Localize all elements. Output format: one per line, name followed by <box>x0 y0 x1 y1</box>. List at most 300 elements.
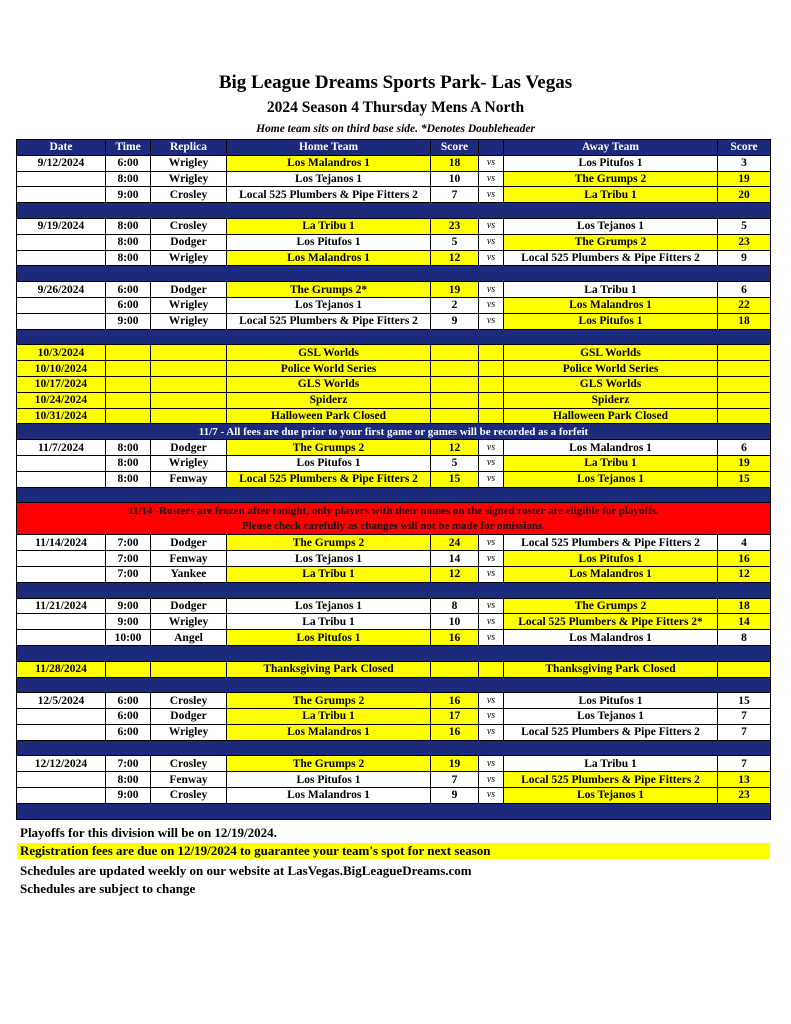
game-time: 9:00 <box>106 313 151 329</box>
home-team: Los Malandros 1 <box>227 250 431 266</box>
home-team: The Grumps 2 <box>227 693 431 709</box>
game-time: 8:00 <box>106 471 151 487</box>
game-time: 8:00 <box>106 218 151 234</box>
event-away-label: Thanksgiving Park Closed <box>504 661 718 677</box>
separator-cell <box>17 329 771 345</box>
event-empty <box>431 345 479 361</box>
game-time: 6:00 <box>106 709 151 725</box>
home-score: 23 <box>431 218 479 234</box>
event-empty <box>106 661 151 677</box>
away-score: 18 <box>718 313 771 329</box>
game-row <box>17 630 771 646</box>
separator-row <box>17 582 771 598</box>
away-score: 7 <box>718 709 771 725</box>
event-empty <box>151 376 227 392</box>
separator-row <box>17 203 771 219</box>
schedule-body <box>17 155 771 819</box>
away-team: Los Pitufos 1 <box>504 551 718 567</box>
game-time: 9:00 <box>106 614 151 630</box>
vs-label: vs <box>479 282 504 298</box>
game-row <box>17 440 771 456</box>
event-row <box>17 361 771 377</box>
home-team: Local 525 Plumbers & Pipe Fitters 2 <box>227 313 431 329</box>
event-home-label: Police World Series <box>227 361 431 377</box>
game-field: Angel <box>151 630 227 646</box>
event-empty <box>479 661 504 677</box>
col-header-away-score: Score <box>718 140 771 156</box>
game-row <box>17 614 771 630</box>
away-team: Los Pitufos 1 <box>504 693 718 709</box>
game-field: Wrigley <box>151 171 227 187</box>
game-time: 7:00 <box>106 551 151 567</box>
away-score: 19 <box>718 171 771 187</box>
page-title: Big League Dreams Sports Park- Las Vegas <box>218 72 573 93</box>
home-team: La Tribu 1 <box>227 709 431 725</box>
home-score: 5 <box>431 234 479 250</box>
away-score: 15 <box>718 471 771 487</box>
game-row <box>17 218 771 234</box>
event-empty <box>718 661 771 677</box>
game-date <box>17 297 106 313</box>
game-time: 7:00 <box>106 535 151 551</box>
away-team: Los Malandros 1 <box>504 566 718 582</box>
event-empty <box>718 408 771 424</box>
away-score: 6 <box>718 282 771 298</box>
game-time: 9:00 <box>106 788 151 804</box>
away-score: 9 <box>718 250 771 266</box>
vs-label: vs <box>479 693 504 709</box>
game-date: 12/12/2024 <box>17 756 106 772</box>
game-time: 6:00 <box>106 693 151 709</box>
home-score: 10 <box>431 614 479 630</box>
away-score: 7 <box>718 724 771 740</box>
home-team: La Tribu 1 <box>227 218 431 234</box>
home-team: Los Pitufos 1 <box>227 234 431 250</box>
game-row <box>17 297 771 313</box>
away-team: La Tribu 1 <box>504 455 718 471</box>
home-team: The Grumps 2 <box>227 535 431 551</box>
game-time: 8:00 <box>106 440 151 456</box>
home-team: Los Tejanos 1 <box>227 297 431 313</box>
game-time: 10:00 <box>106 630 151 646</box>
event-empty <box>106 408 151 424</box>
event-empty <box>479 408 504 424</box>
home-team: Los Tejanos 1 <box>227 598 431 614</box>
event-empty <box>106 345 151 361</box>
schedule-table <box>16 139 771 820</box>
vs-label: vs <box>479 297 504 313</box>
fee-notice-text: 11/7 - All fees are due prior to your first game or games will be recorded as a forfeit <box>17 424 771 440</box>
game-date <box>17 455 106 471</box>
home-team: The Grumps 2 <box>227 440 431 456</box>
event-empty <box>151 345 227 361</box>
game-row <box>17 250 771 266</box>
game-row <box>17 471 771 487</box>
game-time: 7:00 <box>106 756 151 772</box>
vs-label: vs <box>479 250 504 266</box>
game-date: 9/12/2024 <box>17 155 106 171</box>
game-time: 8:00 <box>106 455 151 471</box>
away-score: 20 <box>718 187 771 203</box>
game-row <box>17 566 771 582</box>
game-row <box>17 455 771 471</box>
separator-cell <box>17 203 771 219</box>
vs-label: vs <box>479 187 504 203</box>
home-team: Los Malandros 1 <box>227 724 431 740</box>
home-score: 16 <box>431 630 479 646</box>
registration-note: Registration fees are due on 12/19/2024 to guarantee your team's spot for next season <box>17 843 770 859</box>
game-row <box>17 551 771 567</box>
roster-alert-row <box>17 503 771 535</box>
game-field: Dodger <box>151 440 227 456</box>
event-row <box>17 392 771 408</box>
separator-row <box>17 487 771 503</box>
away-score: 3 <box>718 155 771 171</box>
home-team: Los Malandros 1 <box>227 155 431 171</box>
event-empty <box>151 408 227 424</box>
away-score: 23 <box>718 234 771 250</box>
game-date <box>17 551 106 567</box>
home-score: 9 <box>431 788 479 804</box>
game-date <box>17 630 106 646</box>
home-team: The Grumps 2* <box>227 282 431 298</box>
separator-row <box>17 803 771 819</box>
game-date <box>17 171 106 187</box>
vs-label: vs <box>479 614 504 630</box>
col-header-replica: Replica <box>151 140 227 156</box>
game-row <box>17 282 771 298</box>
game-field: Crosley <box>151 693 227 709</box>
event-row <box>17 345 771 361</box>
event-home-label: Halloween Park Closed <box>227 408 431 424</box>
separator-row <box>17 740 771 756</box>
home-score: 2 <box>431 297 479 313</box>
game-date: 11/21/2024 <box>17 598 106 614</box>
home-team: Los Pitufos 1 <box>227 630 431 646</box>
game-date: 9/19/2024 <box>17 218 106 234</box>
game-field: Fenway <box>151 471 227 487</box>
game-row <box>17 598 771 614</box>
vs-label: vs <box>479 709 504 725</box>
home-team: Los Pitufos 1 <box>227 772 431 788</box>
vs-label: vs <box>479 471 504 487</box>
disclaimer-note: Schedules are subject to change <box>20 881 196 896</box>
game-field: Crosley <box>151 218 227 234</box>
game-row <box>17 788 771 804</box>
game-field: Yankee <box>151 566 227 582</box>
game-field: Crosley <box>151 788 227 804</box>
game-row <box>17 171 771 187</box>
event-empty <box>431 392 479 408</box>
event-empty <box>151 661 227 677</box>
vs-label: vs <box>479 788 504 804</box>
away-team: Los Tejanos 1 <box>504 788 718 804</box>
away-team: Los Pitufos 1 <box>504 155 718 171</box>
game-date <box>17 772 106 788</box>
game-date <box>17 471 106 487</box>
roster-alert-cell <box>17 503 771 535</box>
vs-label: vs <box>479 171 504 187</box>
away-score: 12 <box>718 566 771 582</box>
game-field: Wrigley <box>151 455 227 471</box>
game-date <box>17 614 106 630</box>
game-date <box>17 788 106 804</box>
separator-cell <box>17 740 771 756</box>
away-team: Los Pitufos 1 <box>504 313 718 329</box>
vs-label: vs <box>479 455 504 471</box>
separator-row <box>17 645 771 661</box>
event-empty <box>151 361 227 377</box>
home-score: 24 <box>431 535 479 551</box>
away-team: La Tribu 1 <box>504 282 718 298</box>
game-row <box>17 535 771 551</box>
page-subtitle: 2024 Season 4 Thursday Mens A North <box>266 99 525 116</box>
vs-label: vs <box>479 440 504 456</box>
event-empty <box>718 376 771 392</box>
separator-cell <box>17 677 771 693</box>
home-score: 19 <box>431 282 479 298</box>
away-team: Local 525 Plumbers & Pipe Fitters 2 <box>504 250 718 266</box>
fee-notice-row <box>17 424 771 440</box>
event-empty <box>106 361 151 377</box>
vs-label: vs <box>479 313 504 329</box>
home-score: 15 <box>431 471 479 487</box>
game-field: Wrigley <box>151 297 227 313</box>
game-field: Fenway <box>151 551 227 567</box>
vs-label: vs <box>479 724 504 740</box>
game-date <box>17 250 106 266</box>
event-away-label: GSL Worlds <box>504 345 718 361</box>
event-date: 10/10/2024 <box>17 361 106 377</box>
away-team: Local 525 Plumbers & Pipe Fitters 2 <box>504 724 718 740</box>
away-score: 5 <box>718 218 771 234</box>
col-header-home-score: Score <box>431 140 479 156</box>
away-team: Los Tejanos 1 <box>504 218 718 234</box>
event-empty <box>479 392 504 408</box>
col-header-home-team: Home Team <box>227 140 431 156</box>
separator-cell <box>17 266 771 282</box>
game-time: 8:00 <box>106 171 151 187</box>
game-date <box>17 313 106 329</box>
event-row <box>17 376 771 392</box>
game-row <box>17 155 771 171</box>
away-team: The Grumps 2 <box>504 234 718 250</box>
event-empty <box>718 345 771 361</box>
home-score: 17 <box>431 709 479 725</box>
separator-cell <box>17 645 771 661</box>
home-team: Los Malandros 1 <box>227 788 431 804</box>
event-empty <box>151 392 227 408</box>
event-empty <box>106 376 151 392</box>
event-home-label: GLS Worlds <box>227 376 431 392</box>
event-empty <box>479 361 504 377</box>
away-score: 4 <box>718 535 771 551</box>
event-date: 10/24/2024 <box>17 392 106 408</box>
away-score: 15 <box>718 693 771 709</box>
game-time: 7:00 <box>106 566 151 582</box>
home-score: 5 <box>431 455 479 471</box>
game-date <box>17 566 106 582</box>
away-team: Local 525 Plumbers & Pipe Fitters 2* <box>504 614 718 630</box>
separator-row <box>17 329 771 345</box>
away-score: 23 <box>718 788 771 804</box>
game-row <box>17 724 771 740</box>
game-field: Dodger <box>151 234 227 250</box>
event-date: 10/17/2024 <box>17 376 106 392</box>
home-score: 12 <box>431 440 479 456</box>
game-row <box>17 756 771 772</box>
vs-label: vs <box>479 598 504 614</box>
away-team: Los Malandros 1 <box>504 297 718 313</box>
separator-row <box>17 266 771 282</box>
game-time: 9:00 <box>106 598 151 614</box>
game-date <box>17 724 106 740</box>
event-date: 10/3/2024 <box>17 345 106 361</box>
event-empty <box>718 392 771 408</box>
game-date: 11/7/2024 <box>17 440 106 456</box>
game-time: 6:00 <box>106 724 151 740</box>
home-team: La Tribu 1 <box>227 566 431 582</box>
away-team: Los Malandros 1 <box>504 440 718 456</box>
event-row <box>17 408 771 424</box>
home-score: 14 <box>431 551 479 567</box>
game-time: 8:00 <box>106 772 151 788</box>
home-score: 16 <box>431 724 479 740</box>
away-score: 14 <box>718 614 771 630</box>
event-date: 11/28/2024 <box>17 661 106 677</box>
home-score: 10 <box>431 171 479 187</box>
away-team: Local 525 Plumbers & Pipe Fitters 2 <box>504 772 718 788</box>
game-field: Fenway <box>151 772 227 788</box>
game-row <box>17 693 771 709</box>
away-score: 13 <box>718 772 771 788</box>
away-score: 6 <box>718 440 771 456</box>
home-team: Los Pitufos 1 <box>227 455 431 471</box>
vs-label: vs <box>479 234 504 250</box>
schedule-note: Home team sits on third base side. *Denotes Doubleheader <box>256 123 535 135</box>
game-field: Dodger <box>151 709 227 725</box>
vs-label: vs <box>479 218 504 234</box>
event-empty <box>106 392 151 408</box>
game-date <box>17 187 106 203</box>
home-team: Los Tejanos 1 <box>227 551 431 567</box>
game-time: 6:00 <box>106 282 151 298</box>
game-field: Crosley <box>151 756 227 772</box>
game-field: Dodger <box>151 282 227 298</box>
col-header-date: Date <box>17 140 106 156</box>
game-field: Dodger <box>151 535 227 551</box>
home-team: The Grumps 2 <box>227 756 431 772</box>
event-empty <box>431 361 479 377</box>
game-field: Wrigley <box>151 313 227 329</box>
event-empty <box>431 661 479 677</box>
event-away-label: Spiderz <box>504 392 718 408</box>
home-score: 7 <box>431 187 479 203</box>
game-time: 6:00 <box>106 297 151 313</box>
vs-label: vs <box>479 566 504 582</box>
event-home-label: Spiderz <box>227 392 431 408</box>
roster-alert-line-2: Please check carefully as changes will not be made for omissions. <box>242 519 545 532</box>
event-home-label: GSL Worlds <box>227 345 431 361</box>
event-away-label: Halloween Park Closed <box>504 408 718 424</box>
event-empty <box>431 376 479 392</box>
home-score: 16 <box>431 693 479 709</box>
home-score: 12 <box>431 566 479 582</box>
game-field: Wrigley <box>151 155 227 171</box>
separator-cell <box>17 803 771 819</box>
game-row <box>17 772 771 788</box>
home-team: Local 525 Plumbers & Pipe Fitters 2 <box>227 187 431 203</box>
separator-row <box>17 677 771 693</box>
event-row <box>17 661 771 677</box>
home-score: 7 <box>431 772 479 788</box>
game-date: 9/26/2024 <box>17 282 106 298</box>
vs-label: vs <box>479 756 504 772</box>
away-team: The Grumps 2 <box>504 598 718 614</box>
away-score: 16 <box>718 551 771 567</box>
playoffs-note: Playoffs for this division will be on 12/19/2024. <box>20 825 277 840</box>
away-team: Local 525 Plumbers & Pipe Fitters 2 <box>504 535 718 551</box>
home-score: 9 <box>431 313 479 329</box>
home-score: 12 <box>431 250 479 266</box>
game-time: 6:00 <box>106 155 151 171</box>
away-team: La Tribu 1 <box>504 187 718 203</box>
game-row <box>17 709 771 725</box>
game-time: 8:00 <box>106 234 151 250</box>
separator-cell <box>17 582 771 598</box>
game-date <box>17 709 106 725</box>
game-field: Crosley <box>151 187 227 203</box>
game-field: Wrigley <box>151 724 227 740</box>
game-date: 11/14/2024 <box>17 535 106 551</box>
game-time: 9:00 <box>106 187 151 203</box>
event-away-label: GLS Worlds <box>504 376 718 392</box>
col-header-away-team: Away Team <box>504 140 718 156</box>
home-score: 18 <box>431 155 479 171</box>
game-field: Wrigley <box>151 250 227 266</box>
away-team: Los Tejanos 1 <box>504 709 718 725</box>
game-date: 12/5/2024 <box>17 693 106 709</box>
away-score: 19 <box>718 455 771 471</box>
separator-cell <box>17 487 771 503</box>
game-row <box>17 234 771 250</box>
event-empty <box>431 408 479 424</box>
vs-label: vs <box>479 551 504 567</box>
game-row <box>17 187 771 203</box>
away-team: Los Malandros 1 <box>504 630 718 646</box>
away-team: La Tribu 1 <box>504 756 718 772</box>
vs-label: vs <box>479 535 504 551</box>
col-header-time: Time <box>106 140 151 156</box>
home-score: 19 <box>431 756 479 772</box>
game-field: Wrigley <box>151 614 227 630</box>
vs-label: vs <box>479 772 504 788</box>
home-score: 8 <box>431 598 479 614</box>
home-team: Local 525 Plumbers & Pipe Fitters 2 <box>227 471 431 487</box>
col-header-vs <box>479 140 504 156</box>
home-team: La Tribu 1 <box>227 614 431 630</box>
table-header-row <box>17 140 771 156</box>
away-score: 22 <box>718 297 771 313</box>
vs-label: vs <box>479 630 504 646</box>
away-team: The Grumps 2 <box>504 171 718 187</box>
roster-alert-line-1: 11/14 -Rosters are frozen after tonight, only players with their names on the signed roster are eligible for playoffs. <box>128 504 659 517</box>
event-date: 10/31/2024 <box>17 408 106 424</box>
game-date <box>17 234 106 250</box>
event-away-label: Police World Series <box>504 361 718 377</box>
game-time: 8:00 <box>106 250 151 266</box>
event-empty <box>718 361 771 377</box>
